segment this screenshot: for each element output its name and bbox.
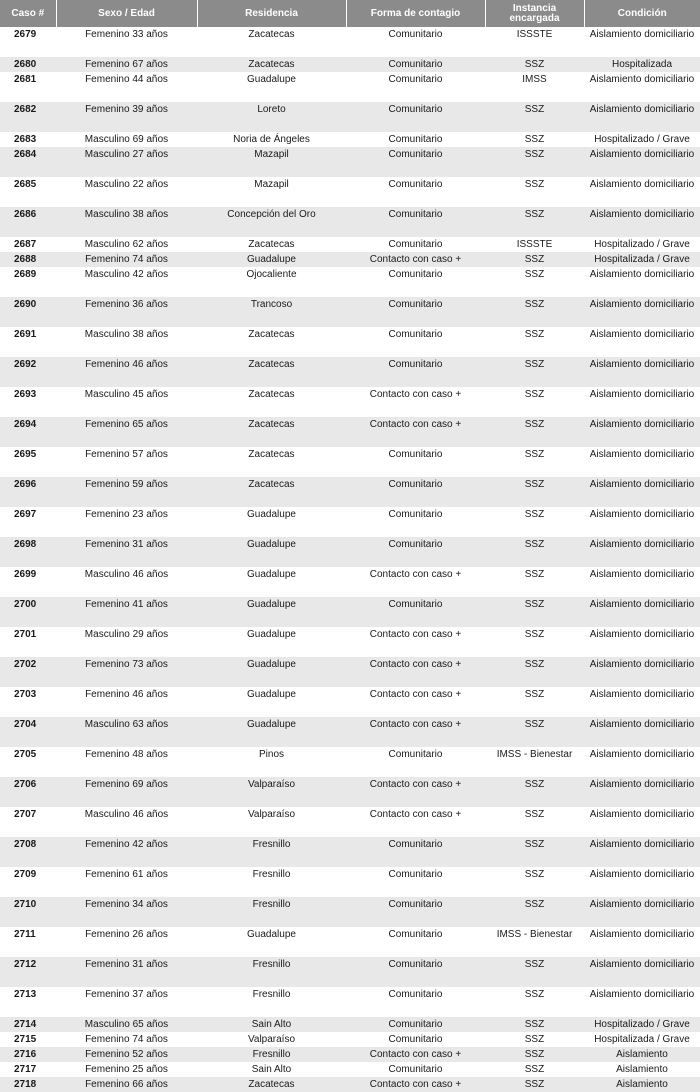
sex-age-cell: Masculino 46 años	[84, 809, 169, 820]
case-number-cell: 2712	[14, 959, 37, 970]
condition-cell: Aislamiento domiciliario	[589, 299, 695, 310]
sex-age-cell: Femenino 61 años	[85, 869, 168, 880]
table-body	[0, 27, 700, 1092]
institution-cell: SSZ	[524, 104, 545, 115]
case-number-cell: 2715	[14, 1034, 37, 1045]
table-row	[0, 477, 700, 507]
contagion-cell: Comunitario	[388, 989, 443, 1000]
contagion-cell: Contacto con caso +	[369, 1079, 462, 1090]
condition-cell: Aislamiento domiciliario	[589, 419, 695, 430]
institution-cell: SSZ	[524, 809, 545, 820]
condition-cell: Aislamiento domiciliario	[589, 359, 695, 370]
residence-cell: Ojocaliente	[246, 269, 297, 280]
condition-cell: Hospitalizado / Grave	[594, 239, 690, 250]
condition-cell: Aislamiento domiciliario	[589, 539, 695, 550]
table-row	[0, 447, 700, 477]
sex-age-cell: Femenino 46 años	[85, 689, 168, 700]
residence-cell: Valparaíso	[247, 1034, 296, 1045]
table-row	[0, 777, 700, 807]
condition-cell: Hospitalizada / Grave	[594, 254, 690, 265]
case-number-cell: 2706	[14, 779, 37, 790]
case-number-cell: 2702	[14, 659, 37, 670]
institution-cell: SSZ	[524, 134, 545, 145]
condition-cell: Aislamiento domiciliario	[589, 959, 695, 970]
institution-cell: SSZ	[524, 149, 545, 160]
table-row	[0, 1032, 700, 1047]
condition-cell: Aislamiento domiciliario	[589, 899, 695, 910]
sex-age-cell: Femenino 59 años	[85, 479, 168, 490]
table-row	[0, 72, 700, 102]
institution-cell: SSZ	[524, 509, 545, 520]
residence-cell: Guadalupe	[247, 74, 296, 85]
case-number-cell: 2696	[14, 479, 37, 490]
contagion-cell: Comunitario	[388, 899, 443, 910]
case-number-cell: 2717	[14, 1064, 37, 1075]
case-number-cell: 2681	[14, 74, 37, 85]
institution-cell: SSZ	[524, 179, 545, 190]
residence-cell: Fresnillo	[252, 899, 291, 910]
residence-cell: Zacatecas	[248, 479, 295, 490]
institution-cell: SSZ	[524, 569, 545, 580]
table-row	[0, 567, 700, 597]
institution-cell: IMSS - Bienestar	[496, 929, 573, 940]
condition-cell: Aislamiento domiciliario	[589, 479, 695, 490]
table-row	[0, 207, 700, 237]
case-number-cell: 2713	[14, 989, 37, 1000]
table-row	[0, 1017, 700, 1032]
header-instancia: Instancia encargada	[485, 0, 584, 27]
table-header	[0, 0, 700, 27]
table-row	[0, 687, 700, 717]
residence-cell: Guadalupe	[247, 719, 296, 730]
sex-age-cell: Femenino 65 años	[85, 419, 168, 430]
residence-cell: Zacatecas	[248, 449, 295, 460]
sex-age-cell: Femenino 39 años	[85, 104, 168, 115]
contagion-cell: Contacto con caso +	[369, 569, 462, 580]
sex-age-cell: Femenino 46 años	[85, 359, 168, 370]
table-row	[0, 147, 700, 177]
residence-cell: Zacatecas	[248, 329, 295, 340]
table-row	[0, 597, 700, 627]
institution-cell: SSZ	[524, 1079, 545, 1090]
case-number-cell: 2689	[14, 269, 37, 280]
institution-cell: SSZ	[524, 1034, 545, 1045]
sex-age-cell: Masculino 22 años	[84, 179, 169, 190]
residence-cell: Fresnillo	[252, 989, 291, 1000]
sex-age-cell: Femenino 23 años	[85, 509, 168, 520]
residence-cell: Zacatecas	[248, 239, 295, 250]
residence-cell: Fresnillo	[252, 1049, 291, 1060]
sex-age-cell: Femenino 74 años	[85, 254, 168, 265]
institution-cell: SSZ	[524, 389, 545, 400]
case-number-cell: 2684	[14, 149, 37, 160]
case-number-cell: 2687	[14, 239, 37, 250]
table-row	[0, 1062, 700, 1077]
institution-cell: SSZ	[524, 689, 545, 700]
header-condicion: Condición	[584, 0, 700, 27]
institution-cell: SSZ	[524, 719, 545, 730]
case-number-cell: 2690	[14, 299, 37, 310]
sex-age-cell: Femenino 69 años	[85, 779, 168, 790]
residence-cell: Guadalupe	[247, 509, 296, 520]
contagion-cell: Comunitario	[388, 959, 443, 970]
residence-cell: Zacatecas	[248, 1079, 295, 1090]
condition-cell: Aislamiento domiciliario	[589, 509, 695, 520]
contagion-cell: Comunitario	[388, 839, 443, 850]
residence-cell: Fresnillo	[252, 869, 291, 880]
case-number-cell: 2685	[14, 179, 37, 190]
contagion-cell: Contacto con caso +	[369, 689, 462, 700]
contagion-cell: Contacto con caso +	[369, 779, 462, 790]
contagion-cell: Comunitario	[388, 1064, 443, 1075]
sex-age-cell: Femenino 74 años	[85, 1034, 168, 1045]
institution-cell: IMSS	[522, 74, 547, 85]
case-number-cell: 2718	[14, 1079, 37, 1090]
institution-cell: SSZ	[524, 899, 545, 910]
condition-cell: Aislamiento domiciliario	[589, 989, 695, 1000]
contagion-cell: Comunitario	[388, 449, 443, 460]
residence-cell: Noria de Ángeles	[233, 134, 310, 145]
sex-age-cell: Femenino 25 años	[85, 1064, 168, 1075]
institution-cell: SSZ	[524, 1049, 545, 1060]
table-row	[0, 177, 700, 207]
institution-cell: SSZ	[524, 869, 545, 880]
case-number-cell: 2692	[14, 359, 37, 370]
sex-age-cell: Femenino 34 años	[85, 899, 168, 910]
residence-cell: Pinos	[258, 749, 284, 760]
institution-cell: SSZ	[524, 659, 545, 670]
table-row	[0, 837, 700, 867]
contagion-cell: Contacto con caso +	[369, 659, 462, 670]
table-row	[0, 717, 700, 747]
sex-age-cell: Masculino 63 años	[84, 719, 169, 730]
residence-cell: Fresnillo	[252, 839, 291, 850]
sex-age-cell: Femenino 66 años	[85, 1079, 168, 1090]
institution-cell: SSZ	[524, 629, 545, 640]
contagion-cell: Comunitario	[388, 539, 443, 550]
sex-age-cell: Masculino 27 años	[84, 149, 169, 160]
sex-age-cell: Femenino 36 años	[85, 299, 168, 310]
sex-age-cell: Femenino 26 años	[85, 929, 168, 940]
residence-cell: Guadalupe	[247, 689, 296, 700]
case-number-cell: 2680	[14, 59, 37, 70]
residence-cell: Mazapil	[254, 179, 289, 190]
contagion-cell: Comunitario	[388, 1034, 443, 1045]
case-number-cell: 2714	[14, 1019, 37, 1030]
contagion-cell: Comunitario	[388, 329, 443, 340]
contagion-cell: Comunitario	[388, 209, 443, 220]
case-number-cell: 2679	[14, 29, 37, 40]
sex-age-cell: Femenino 31 años	[85, 959, 168, 970]
case-number-cell: 2703	[14, 689, 37, 700]
residence-cell: Valparaíso	[247, 809, 296, 820]
condition-cell: Aislamiento domiciliario	[589, 74, 695, 85]
institution-cell: SSZ	[524, 839, 545, 850]
condition-cell: Aislamiento	[616, 1064, 668, 1075]
sex-age-cell: Masculino 46 años	[84, 569, 169, 580]
institution-cell: ISSSTE	[516, 239, 553, 250]
case-number-cell: 2700	[14, 599, 37, 610]
contagion-cell: Contacto con caso +	[369, 629, 462, 640]
residence-cell: Guadalupe	[247, 929, 296, 940]
institution-cell: SSZ	[524, 539, 545, 550]
case-number-cell: 2693	[14, 389, 37, 400]
case-number-cell: 2708	[14, 839, 37, 850]
sex-age-cell: Femenino 73 años	[85, 659, 168, 670]
contagion-cell: Comunitario	[388, 479, 443, 490]
table-row	[0, 267, 700, 297]
table-row	[0, 297, 700, 327]
institution-cell: SSZ	[524, 359, 545, 370]
institution-cell: SSZ	[524, 254, 545, 265]
condition-cell: Hospitalizada / Grave	[594, 1034, 690, 1045]
condition-cell: Aislamiento domiciliario	[589, 449, 695, 460]
contagion-cell: Contacto con caso +	[369, 1049, 462, 1060]
condition-cell: Aislamiento domiciliario	[589, 149, 695, 160]
condition-cell: Aislamiento domiciliario	[589, 689, 695, 700]
contagion-cell: Comunitario	[388, 269, 443, 280]
condition-cell: Aislamiento domiciliario	[589, 659, 695, 670]
case-number-cell: 2698	[14, 539, 37, 550]
case-number-cell: 2682	[14, 104, 37, 115]
institution-cell: ISSSTE	[516, 29, 553, 40]
header-sexo-edad: Sexo / Edad	[56, 0, 197, 27]
contagion-cell: Comunitario	[388, 869, 443, 880]
residence-cell: Guadalupe	[247, 254, 296, 265]
sex-age-cell: Femenino 48 años	[85, 749, 168, 760]
residence-cell: Fresnillo	[252, 959, 291, 970]
condition-cell: Aislamiento domiciliario	[589, 779, 695, 790]
sex-age-cell: Masculino 69 años	[84, 134, 169, 145]
table-row	[0, 327, 700, 357]
residence-cell: Valparaíso	[247, 779, 296, 790]
contagion-cell: Comunitario	[388, 359, 443, 370]
sex-age-cell: Masculino 38 años	[84, 209, 169, 220]
institution-cell: SSZ	[524, 1019, 545, 1030]
condition-cell: Aislamiento domiciliario	[589, 839, 695, 850]
condition-cell: Aislamiento domiciliario	[589, 179, 695, 190]
case-number-cell: 2709	[14, 869, 37, 880]
contagion-cell: Comunitario	[388, 1019, 443, 1030]
condition-cell: Hospitalizada	[611, 59, 673, 70]
table-row	[0, 987, 700, 1017]
residence-cell: Guadalupe	[247, 539, 296, 550]
table-row	[0, 1047, 700, 1062]
case-number-cell: 2704	[14, 719, 37, 730]
institution-cell: SSZ	[524, 479, 545, 490]
case-number-cell: 2716	[14, 1049, 37, 1060]
institution-cell: SSZ	[524, 1064, 545, 1075]
sex-age-cell: Masculino 29 años	[84, 629, 169, 640]
header-forma-contagio: Forma de contagio	[346, 0, 485, 27]
sex-age-cell: Femenino 31 años	[85, 539, 168, 550]
sex-age-cell: Femenino 41 años	[85, 599, 168, 610]
sex-age-cell: Masculino 65 años	[84, 1019, 169, 1030]
case-number-cell: 2691	[14, 329, 37, 340]
table-row	[0, 102, 700, 132]
table-row	[0, 237, 700, 252]
header-row	[0, 0, 700, 27]
table-row	[0, 537, 700, 567]
case-number-cell: 2695	[14, 449, 37, 460]
sex-age-cell: Femenino 42 años	[85, 839, 168, 850]
contagion-cell: Comunitario	[388, 239, 443, 250]
sex-age-cell: Femenino 52 años	[85, 1049, 168, 1060]
header-caso: Caso #	[0, 0, 56, 27]
condition-cell: Aislamiento domiciliario	[589, 29, 695, 40]
header-residencia: Residencia	[197, 0, 346, 27]
contagion-cell: Comunitario	[388, 179, 443, 190]
table-row	[0, 357, 700, 387]
contagion-cell: Comunitario	[388, 509, 443, 520]
contagion-cell: Comunitario	[388, 29, 443, 40]
sex-age-cell: Masculino 62 años	[84, 239, 169, 250]
institution-cell: SSZ	[524, 989, 545, 1000]
contagion-cell: Contacto con caso +	[369, 419, 462, 430]
residence-cell: Zacatecas	[248, 419, 295, 430]
condition-cell: Aislamiento domiciliario	[589, 749, 695, 760]
table-row	[0, 27, 700, 57]
contagion-cell: Comunitario	[388, 929, 443, 940]
condition-cell: Aislamiento domiciliario	[589, 869, 695, 880]
case-number-cell: 2699	[14, 569, 37, 580]
condition-cell: Aislamiento domiciliario	[589, 569, 695, 580]
case-number-cell: 2688	[14, 254, 37, 265]
table-row	[0, 387, 700, 417]
condition-cell: Aislamiento domiciliario	[589, 329, 695, 340]
institution-cell: SSZ	[524, 449, 545, 460]
case-number-cell: 2710	[14, 899, 37, 910]
condition-cell: Aislamiento domiciliario	[589, 719, 695, 730]
contagion-cell: Contacto con caso +	[369, 389, 462, 400]
case-number-cell: 2697	[14, 509, 37, 520]
table-row	[0, 1077, 700, 1092]
residence-cell: Zacatecas	[248, 59, 295, 70]
institution-cell: SSZ	[524, 299, 545, 310]
table-row	[0, 252, 700, 267]
case-number-cell: 2707	[14, 809, 37, 820]
contagion-cell: Contacto con caso +	[369, 254, 462, 265]
contagion-cell: Comunitario	[388, 134, 443, 145]
residence-cell: Guadalupe	[247, 569, 296, 580]
institution-cell: SSZ	[524, 599, 545, 610]
case-number-cell: 2705	[14, 749, 37, 760]
table-row	[0, 132, 700, 147]
condition-cell: Aislamiento domiciliario	[589, 389, 695, 400]
condition-cell: Hospitalizado / Grave	[594, 1019, 690, 1030]
table-row	[0, 657, 700, 687]
sex-age-cell: Femenino 44 años	[85, 74, 168, 85]
contagion-cell: Comunitario	[388, 149, 443, 160]
condition-cell: Aislamiento domiciliario	[589, 269, 695, 280]
contagion-cell: Comunitario	[388, 299, 443, 310]
institution-cell: SSZ	[524, 779, 545, 790]
table-row	[0, 927, 700, 957]
institution-cell: SSZ	[524, 329, 545, 340]
table-row	[0, 867, 700, 897]
institution-cell: SSZ	[524, 59, 545, 70]
sex-age-cell: Femenino 37 años	[85, 989, 168, 1000]
table-row	[0, 807, 700, 837]
condition-cell: Aislamiento domiciliario	[589, 809, 695, 820]
condition-cell: Aislamiento domiciliario	[589, 929, 695, 940]
residence-cell: Guadalupe	[247, 629, 296, 640]
residence-cell: Zacatecas	[248, 29, 295, 40]
residence-cell: Guadalupe	[247, 599, 296, 610]
residence-cell: Concepción del Oro	[227, 209, 316, 220]
contagion-cell: Comunitario	[388, 74, 443, 85]
institution-cell: SSZ	[524, 209, 545, 220]
table-row	[0, 57, 700, 72]
residence-cell: Zacatecas	[248, 359, 295, 370]
contagion-cell: Contacto con caso +	[369, 809, 462, 820]
case-number-cell: 2701	[14, 629, 37, 640]
contagion-cell: Comunitario	[388, 749, 443, 760]
condition-cell: Hospitalizado / Grave	[594, 134, 690, 145]
contagion-cell: Comunitario	[388, 59, 443, 70]
condition-cell: Aislamiento	[616, 1049, 668, 1060]
case-number-cell: 2686	[14, 209, 37, 220]
residence-cell: Sain Alto	[251, 1019, 292, 1030]
residence-cell: Guadalupe	[247, 659, 296, 670]
table-row	[0, 627, 700, 657]
residence-cell: Sain Alto	[251, 1064, 292, 1075]
institution-cell: SSZ	[524, 269, 545, 280]
table-row	[0, 897, 700, 927]
residence-cell: Mazapil	[254, 149, 289, 160]
residence-cell: Zacatecas	[248, 389, 295, 400]
table-row	[0, 417, 700, 447]
condition-cell: Aislamiento domiciliario	[589, 209, 695, 220]
table-row	[0, 507, 700, 537]
sex-age-cell: Femenino 67 años	[85, 59, 168, 70]
sex-age-cell: Femenino 33 años	[85, 29, 168, 40]
case-number-cell: 2694	[14, 419, 37, 430]
sex-age-cell: Femenino 57 años	[85, 449, 168, 460]
condition-cell: Aislamiento domiciliario	[589, 599, 695, 610]
condition-cell: Aislamiento	[616, 1079, 668, 1090]
sex-age-cell: Masculino 38 años	[84, 329, 169, 340]
case-number-cell: 2683	[14, 134, 37, 145]
case-number-cell: 2711	[14, 929, 36, 940]
institution-cell: IMSS - Bienestar	[496, 749, 573, 760]
sex-age-cell: Masculino 42 años	[84, 269, 169, 280]
table-row	[0, 747, 700, 777]
contagion-cell: Comunitario	[388, 104, 443, 115]
contagion-cell: Comunitario	[388, 599, 443, 610]
institution-cell: SSZ	[524, 959, 545, 970]
table-row	[0, 957, 700, 987]
residence-cell: Loreto	[257, 104, 286, 115]
condition-cell: Aislamiento domiciliario	[589, 629, 695, 640]
condition-cell: Aislamiento domiciliario	[589, 104, 695, 115]
sex-age-cell: Masculino 45 años	[84, 389, 169, 400]
contagion-cell: Contacto con caso +	[369, 719, 462, 730]
institution-cell: SSZ	[524, 419, 545, 430]
residence-cell: Trancoso	[250, 299, 293, 310]
